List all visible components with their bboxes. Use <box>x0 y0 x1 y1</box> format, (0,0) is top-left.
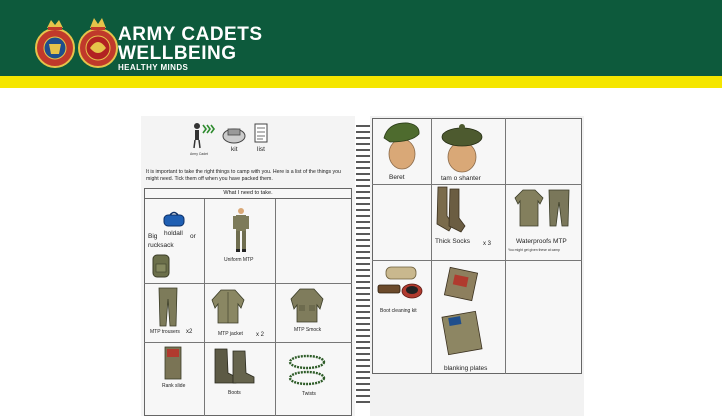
brand-tagline: HEALTHY MINDS <box>118 63 189 72</box>
uniform-label: Uniform MTP <box>224 257 254 263</box>
brand-subtitle: WELLBEING <box>118 43 237 64</box>
rank-slide-icon <box>164 346 182 380</box>
brand-title: ARMY CADETS <box>118 24 263 45</box>
table-divider <box>372 260 582 261</box>
table-divider <box>372 184 582 185</box>
waterproofs-icon <box>515 188 573 228</box>
cadet-symbol-label: Army Cadet <box>190 152 208 156</box>
table-divider <box>204 199 205 416</box>
beret-icon <box>382 120 422 170</box>
mtp-trousers-qty: x2 <box>186 329 193 335</box>
list-icon <box>254 123 268 143</box>
thick-socks-label: Thick Socks <box>435 238 471 245</box>
mtp-smock-icon <box>290 287 324 323</box>
kit-bag-icon <box>222 124 246 144</box>
twists-icon <box>287 352 327 388</box>
spiral-binding <box>354 122 372 412</box>
cadet-icon <box>190 122 204 150</box>
blanking-plates-icon <box>437 266 491 358</box>
table-divider <box>275 199 276 416</box>
table-divider <box>431 118 432 374</box>
list-symbol-label: list <box>257 146 265 153</box>
boots-icon <box>212 347 256 385</box>
mtp-jacket-icon <box>211 288 245 324</box>
intro-text: It is important to take the right things to camp with you. Here is a list of the things you might need. Tick them off when you have packed them. <box>146 169 341 182</box>
mtp-trousers-label: MTP trousers <box>150 329 180 335</box>
crest-right-icon <box>76 12 120 70</box>
thick-socks-qty: x 3 <box>483 241 492 247</box>
boot-cleaning-kit-label: Boot cleaning kit <box>380 308 417 314</box>
tam-o-shanter-icon <box>441 121 483 173</box>
rucksack-label: rucksack <box>148 242 174 249</box>
chevron-arrows-icon <box>203 125 215 133</box>
crest-left-icon <box>33 12 77 70</box>
or-label: or <box>190 233 196 240</box>
mtp-jacket-label: MTP jacket <box>218 331 243 337</box>
mtp-smock-label: MTP Smock <box>294 327 322 333</box>
waterproofs-note: You might get given these at camp <box>508 248 560 252</box>
kit-symbol-label: kit <box>231 146 238 153</box>
tam-o-shanter-label: tam o shanter <box>441 175 481 182</box>
rank-slide-label: Rank slide <box>162 383 186 389</box>
holdall-label: holdall <box>164 230 183 237</box>
mtp-trousers-icon <box>157 287 179 327</box>
rucksack-icon <box>150 252 172 278</box>
twists-label: Twists <box>302 391 316 397</box>
boots-label: Boots <box>228 390 241 396</box>
big-label: Big <box>148 233 158 240</box>
table-title: What I need to take. <box>144 188 352 199</box>
mtp-jacket-qty: x 2 <box>256 332 265 338</box>
table-divider <box>144 342 352 343</box>
boot-cleaning-kit-icon <box>376 265 424 305</box>
table-divider <box>505 118 506 374</box>
table-divider <box>144 283 352 284</box>
header-stripe <box>0 76 722 88</box>
beret-label: Beret <box>389 174 405 181</box>
uniform-mtp-icon <box>232 207 250 253</box>
waterproofs-label: Waterproofs MTP <box>516 238 567 245</box>
holdall-icon <box>163 211 185 227</box>
blanking-plates-label: blanking plates <box>444 365 488 372</box>
thick-socks-icon <box>435 186 463 232</box>
